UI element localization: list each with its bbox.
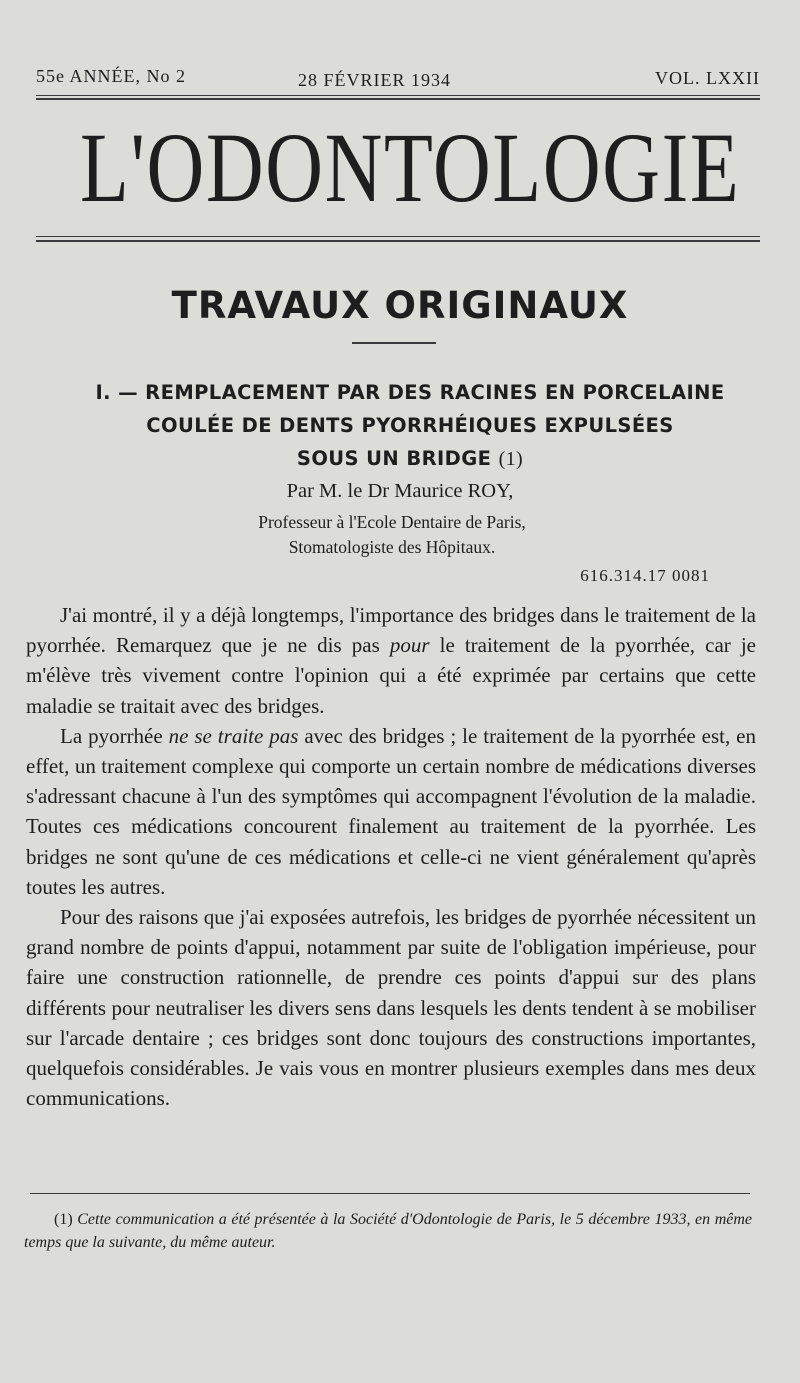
issue-date: 28 FÉVRIER 1934: [298, 70, 452, 90]
journal-masthead: L'ODONTOLOGIE: [80, 112, 741, 223]
masthead-rule-thick: [36, 240, 760, 242]
header-rule-thin: [36, 95, 760, 96]
author-affiliation-2: Stomatologiste des Hôpitaux.: [288, 537, 496, 557]
footnote-text: Cette communication a été présentée à la Société d'Odontologie de Paris, le 5 décembre 1933, en même temps que la suivante, du même auteur.: [24, 1211, 753, 1251]
running-head: [36, 64, 760, 94]
article-title: [40, 376, 780, 476]
classification-code: 616.314.17 0081: [580, 566, 710, 585]
section-title-underline: [352, 342, 436, 344]
issue-number: 55e ANNÉE, No 2: [36, 66, 186, 86]
volume-number: VOL. LXXII: [655, 68, 760, 88]
section-title: TRAVAUX ORIGINAUX: [171, 284, 629, 327]
article-title-line2: COULÉE DE DENTS PYORRHÉIQUES EXPULSÉES: [146, 414, 674, 437]
footnote-rule: [30, 1193, 750, 1194]
article-body: [26, 600, 756, 1113]
author-affiliation-1: Professeur à l'Ecole Dentaire de Paris,: [258, 512, 526, 532]
emphasis-ne-se-traite-pas: ne se traite pas: [168, 723, 299, 748]
footnote-reference: (1): [498, 448, 524, 470]
article-title-line3: [40, 442, 780, 476]
footnote: [24, 1208, 752, 1254]
header-rule-thick: [36, 98, 760, 100]
paragraph-1: J'ai montré, il y a déjà longtemps, l'importance des bridges dans le traitement de la pyorrhée. Remarquez que je ne dis pas pour le traitement de la pyorrhée, car je m'élève très vivement contre l'opinion qui a été exprimée par certains que cette maladie se traitait avec des bridges.: [26, 603, 756, 718]
article-title-line1: I. — REMPLACEMENT PAR DES RACINES EN PORCELAINE: [95, 381, 725, 404]
emphasis-pour: pour: [389, 633, 430, 658]
masthead-rule-thin: [36, 236, 760, 237]
article-title-line3-text: SOUS UN BRIDGE: [296, 447, 492, 470]
paragraph-2: La pyorrhée ne se traite pas avec des bridges ; le traitement de la pyorrhée est, en effet, un traitement complexe qui comporte un certain nombre de médications diverses s'adressant chacune à l'un des symptômes qui accompagnent l'évolution de la maladie. Toutes ces médications concourent finalement au traitement de la pyorrhée. Les bridges ne sont qu'une de ces médications et celle-ci ne vient généralement qu'après toutes les autres.: [26, 723, 756, 899]
paragraph-3: Pour des raisons que j'ai exposées autrefois, les bridges de pyorrhée nécessitent un grand nombre de points d'appui, notamment par suite de l'obligation impérieuse, pour faire une construction rationnelle, de prendre ces points d'appui sur des plans différents pour neutraliser les divers sens dans lesquels les dents tendent à se mobiliser sur l'arcade dentaire ; ces bridges sont donc toujours des constructions importantes, quelquefois considérables. Je vais vous en montrer plusieurs exemples dans mes deux communications.: [26, 905, 756, 1111]
author-byline: Par M. le Dr Maurice ROY,: [286, 480, 514, 502]
footnote-marker: (1): [54, 1211, 73, 1228]
